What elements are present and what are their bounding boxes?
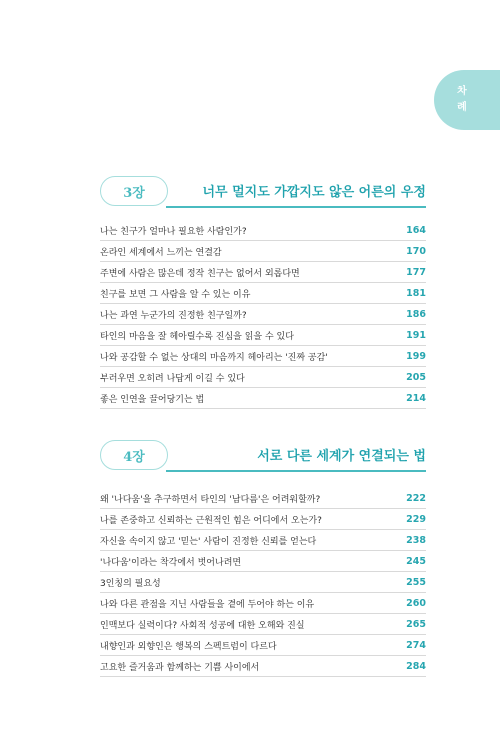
toc-entry[interactable] <box>100 262 426 283</box>
toc-tab-char: 례 <box>457 102 467 113</box>
toc-entry[interactable] <box>100 283 426 304</box>
toc-tab-char: 차 <box>457 86 467 97</box>
entry-page: 177 <box>406 266 426 278</box>
entry-page: 274 <box>406 639 426 651</box>
entry-page: 214 <box>406 392 426 404</box>
chapter-header <box>100 440 426 474</box>
toc-entry[interactable] <box>100 388 426 409</box>
toc-entry[interactable] <box>100 325 426 346</box>
entry-title: 인맥보다 실력이다? 사회적 성공에 대한 오해와 진실 <box>100 620 305 631</box>
entry-title: 자신을 속이지 않고 '믿는' 사람이 진정한 신뢰를 얻는다 <box>100 536 317 547</box>
toc-entry[interactable] <box>100 530 426 551</box>
entry-title: 나와 다른 관점을 지닌 사람들을 곁에 두어야 하는 이유 <box>100 599 315 610</box>
entry-page: 170 <box>406 245 426 257</box>
chapter-header <box>100 176 426 210</box>
chapter-title: 너무 멀지도 가깝지도 않은 어른의 우정 <box>202 185 426 200</box>
entry-title: 나는 과연 누군가의 진정한 친구일까? <box>100 310 247 321</box>
toc-entry[interactable] <box>100 656 426 677</box>
entry-page: 238 <box>406 534 426 546</box>
chapter-4-section <box>100 440 426 677</box>
entry-title: 내향인과 외향인은 행복의 스펙트럼이 다르다 <box>100 641 277 652</box>
entry-title: 나는 친구가 얼마나 필요한 사람인가? <box>100 226 247 237</box>
toc-entry[interactable] <box>100 509 426 530</box>
toc-entry-list <box>100 220 426 409</box>
toc-entry[interactable] <box>100 346 426 367</box>
entry-title: 온라인 세계에서 느끼는 연결감 <box>100 247 222 258</box>
chapter-3-section <box>100 176 426 409</box>
toc-side-tab <box>434 70 500 130</box>
toc-entry[interactable] <box>100 488 426 509</box>
entry-title: 왜 '나다움'을 추구하면서 타인의 '남다름'은 어려워할까? <box>100 494 321 505</box>
chapter-number-badge: 3장 <box>100 176 168 206</box>
chapter-title: 서로 다른 세계가 연결되는 법 <box>257 449 426 464</box>
entry-page: 181 <box>406 287 426 299</box>
toc-entry[interactable] <box>100 572 426 593</box>
toc-entry[interactable] <box>100 635 426 656</box>
toc-entry[interactable] <box>100 304 426 325</box>
toc-entry[interactable] <box>100 220 426 241</box>
entry-page: 222 <box>406 492 426 504</box>
entry-page: 229 <box>406 513 426 525</box>
entry-page: 284 <box>406 660 426 672</box>
entry-title: 나와 공감할 수 없는 상대의 마음까지 헤아리는 '진짜 공감' <box>100 352 328 363</box>
entry-page: 265 <box>406 618 426 630</box>
entry-page: 205 <box>406 371 426 383</box>
entry-title: 주변에 사람은 많은데 정작 친구는 없어서 외롭다면 <box>100 268 300 279</box>
chapter-divider <box>166 470 426 472</box>
entry-page: 260 <box>406 597 426 609</box>
toc-entry[interactable] <box>100 551 426 572</box>
entry-title: 3인칭의 필요성 <box>100 578 161 589</box>
entry-title: 나를 존중하고 신뢰하는 근원적인 힘은 어디에서 오는가? <box>100 515 322 526</box>
entry-title: 좋은 인연을 끌어당기는 법 <box>100 394 205 405</box>
entry-title: '나다움'이라는 착각에서 벗어나려면 <box>100 557 242 568</box>
chapter-divider <box>166 206 426 208</box>
toc-entry-list <box>100 488 426 677</box>
entry-page: 255 <box>406 576 426 588</box>
entry-page: 245 <box>406 555 426 567</box>
entry-title: 타인의 마음을 잘 헤아릴수록 진심을 읽을 수 있다 <box>100 331 294 342</box>
entry-title: 부러우면 오히려 나답게 이길 수 있다 <box>100 373 245 384</box>
entry-page: 186 <box>406 308 426 320</box>
chapter-number-badge: 4장 <box>100 440 168 470</box>
entry-title: 고요한 즐거움과 함께하는 기쁨 사이에서 <box>100 662 260 673</box>
toc-entry[interactable] <box>100 241 426 262</box>
entry-page: 191 <box>406 329 426 341</box>
toc-entry[interactable] <box>100 614 426 635</box>
entry-page: 164 <box>406 224 426 236</box>
entry-title: 친구를 보면 그 사람을 알 수 있는 이유 <box>100 289 251 300</box>
toc-entry[interactable] <box>100 593 426 614</box>
toc-entry[interactable] <box>100 367 426 388</box>
entry-page: 199 <box>406 350 426 362</box>
